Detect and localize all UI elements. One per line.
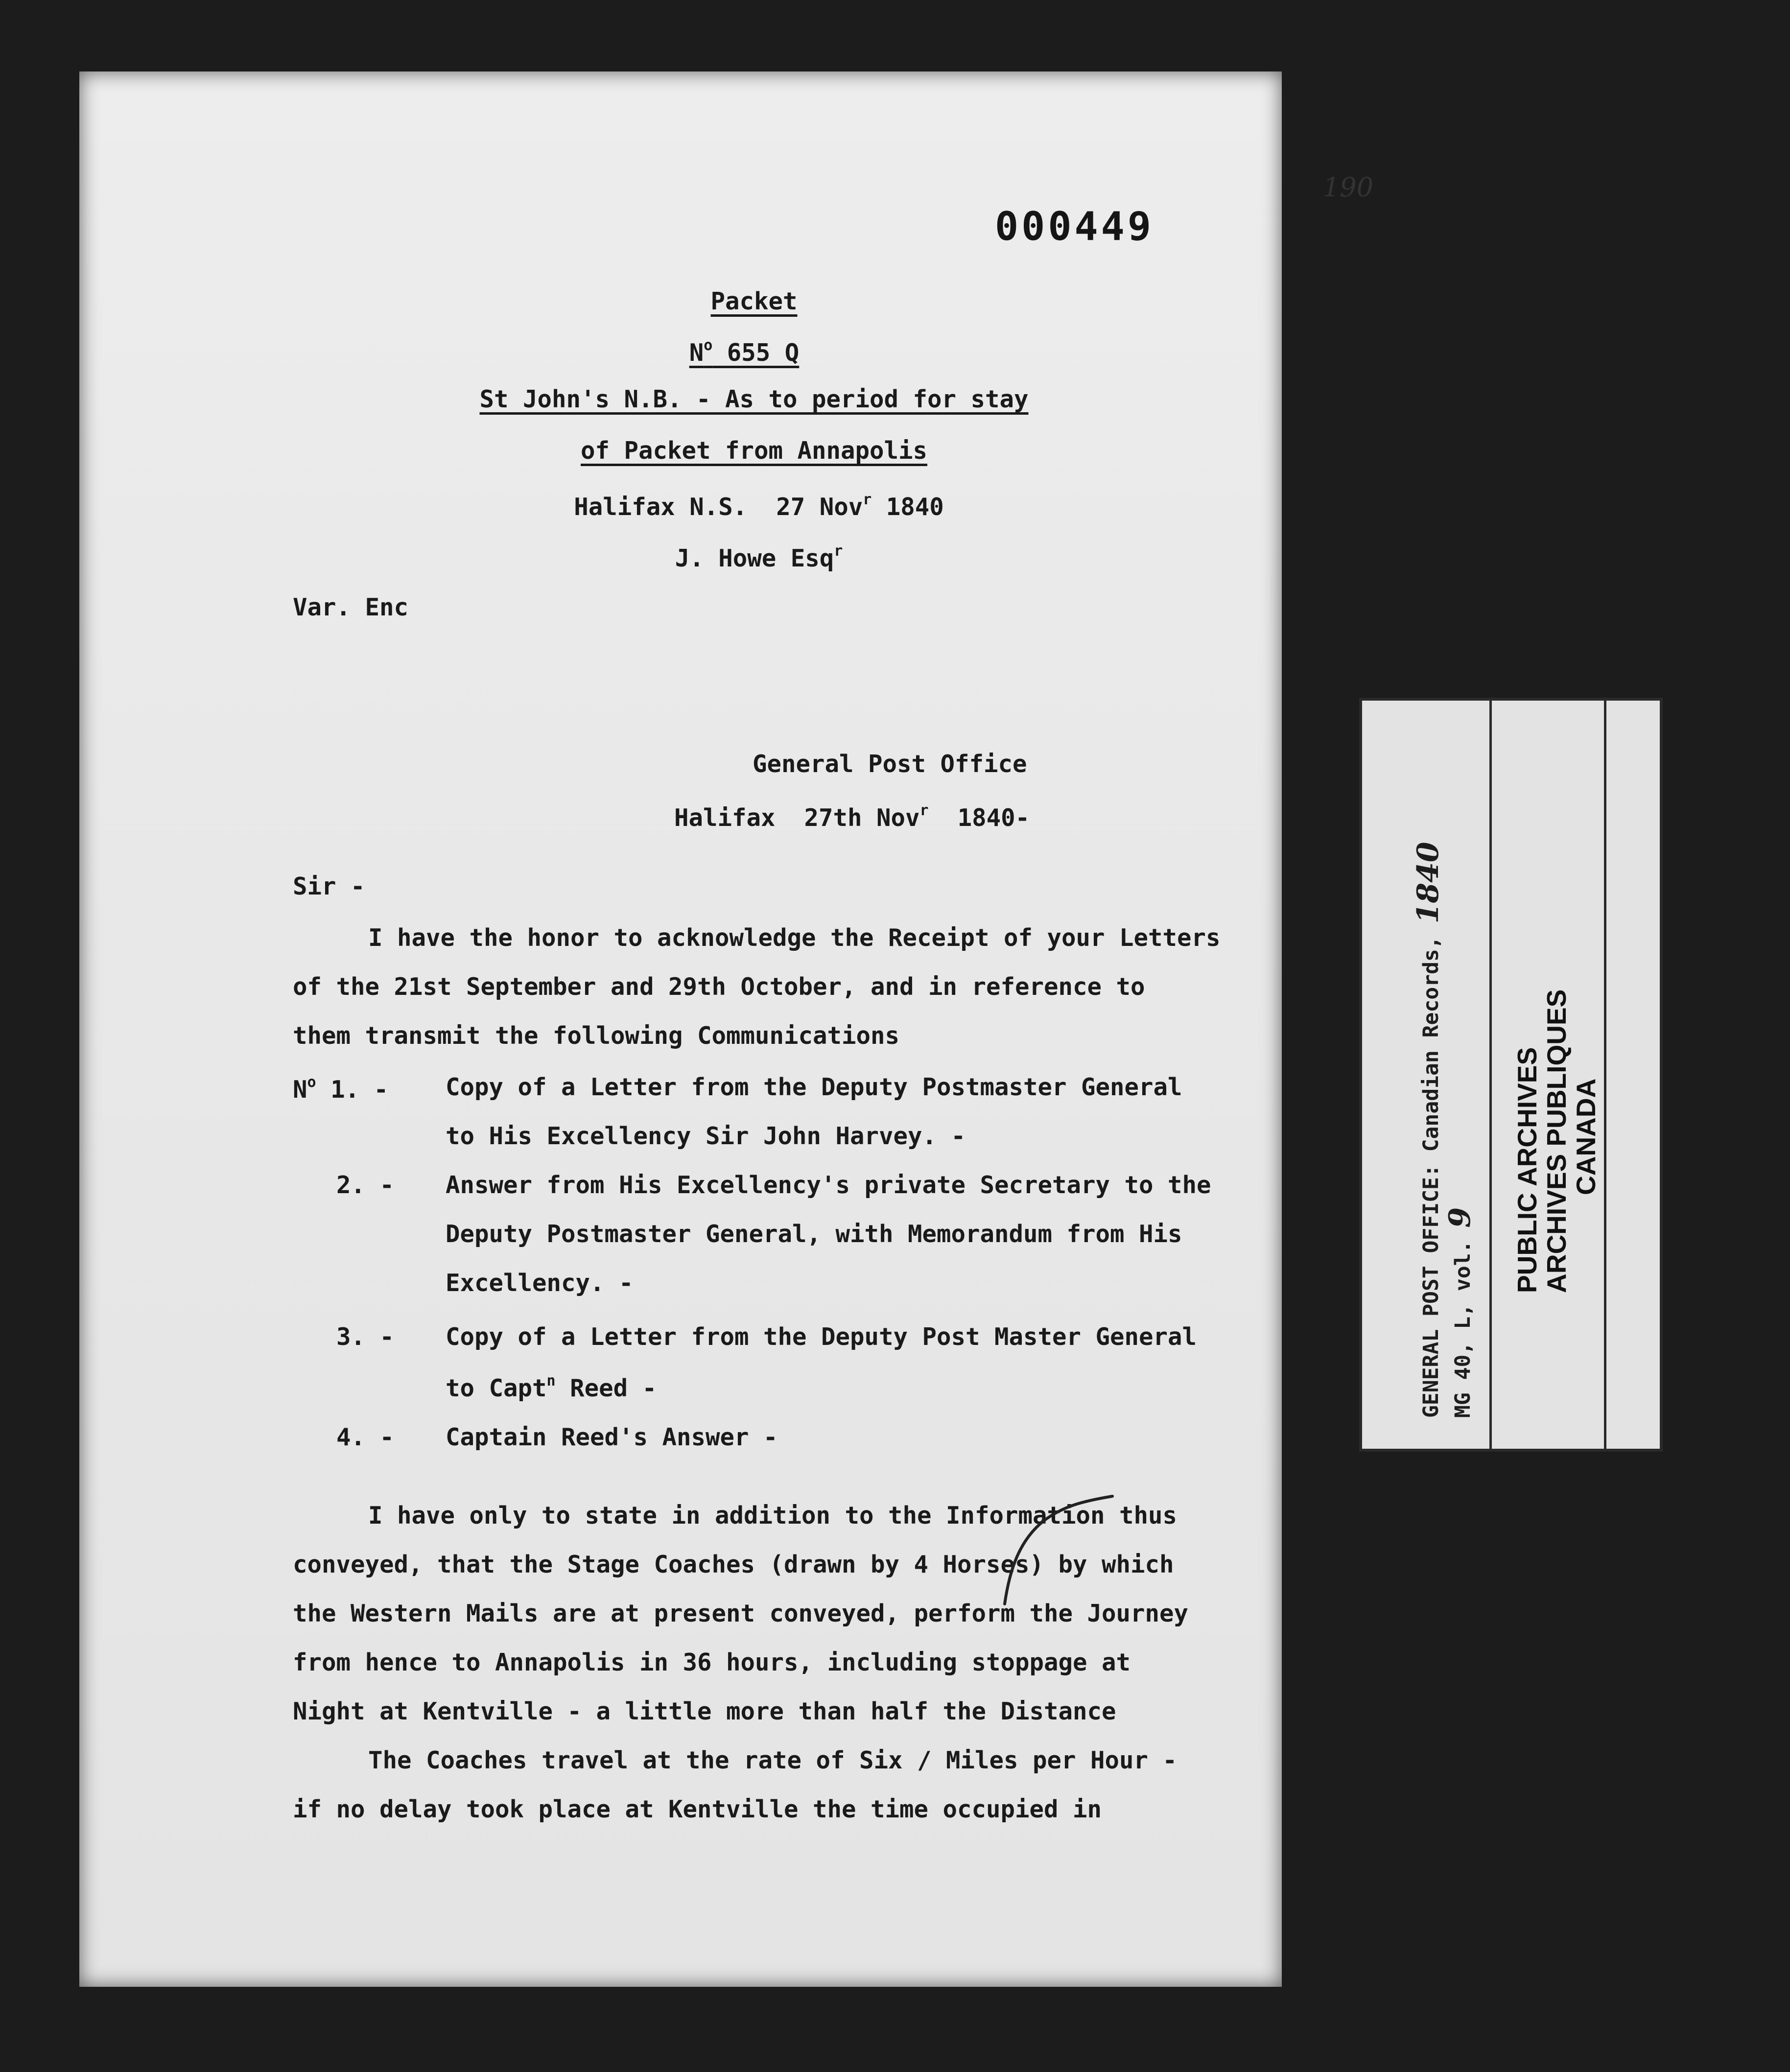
packet-number: $N^o$ 655 Q	[689, 337, 800, 367]
enclosure-number: 4. -	[336, 1423, 395, 1451]
addressee: J. Howe Esq$^r$	[675, 542, 843, 572]
letter-page	[79, 71, 1374, 1987]
body-line: from hence to Annapolis in 36 hours, including stoppage at	[293, 1648, 1131, 1676]
body-line: The Coaches travel at the rate of Six / Miles per Hour -	[368, 1746, 1178, 1774]
enclosure-number: $N^o$ 1. -	[293, 1074, 389, 1104]
card-divider	[1489, 701, 1492, 1449]
letterhead-date: Halifax 27th Nov$^r$ 1840-	[674, 802, 1030, 832]
page-number: 190	[1323, 172, 1374, 203]
packet-heading: Packet	[710, 287, 798, 315]
card-archives-fr: ARCHIVES PUBLIQUES	[1541, 989, 1572, 1293]
enclosure-text: Deputy Postmaster General, with Memorandum from His	[446, 1220, 1182, 1248]
body-line: conveyed, that the Stage Coaches (drawn by 4 Horses) by which	[293, 1551, 1174, 1578]
letterhead-office: General Post Office	[753, 750, 1027, 778]
card-archives-country: CANADA	[1571, 1078, 1601, 1195]
card-divider	[1604, 701, 1606, 1449]
subject-line-1: St John's N.B. - As to period for stay	[479, 385, 1029, 413]
body-line: I have only to state in addition to the Information thus	[368, 1502, 1178, 1530]
enclosure-text: Captain Reed's Answer -	[446, 1423, 778, 1451]
enclosure-number: 3. -	[336, 1323, 395, 1351]
body-line: if no delay took place at Kentville the time occupied in	[293, 1795, 1102, 1823]
card-archives-en: PUBLIC ARCHIVES	[1512, 1047, 1542, 1293]
enclosure-text: Answer from His Excellency's private Secretary to the	[446, 1171, 1211, 1199]
body-line: them transmit the following Communications	[293, 1022, 900, 1050]
body-line: Night at Kentville - a little more than half the Distance	[293, 1697, 1116, 1725]
card-collection-line: GENERAL POST OFFICE: Canadian Records, 1840	[1411, 842, 1445, 1418]
enclosure-text: to His Excellency Sir John Harvey. -	[446, 1122, 966, 1150]
body-line: the Western Mails are at present conveyed, perform the Journey	[293, 1600, 1189, 1627]
salutation: Sir -	[293, 872, 365, 900]
card-volume-line: MG 40, L, vol. 9	[1443, 1207, 1477, 1418]
enclosure-text: Copy of a Letter from the Deputy Postmaster General	[446, 1073, 1182, 1101]
enclosure-number: 2. -	[336, 1171, 395, 1199]
body-line: I have the honor to acknowledge the Receipt of your Letters	[368, 924, 1221, 952]
body-line: of the 21st September and 29th October, and in reference to	[293, 973, 1145, 1001]
enclosure-text: to Capt$^n$ Reed -	[446, 1372, 657, 1402]
document-stamp-number: 000449	[995, 204, 1154, 249]
pen-mark-icon	[1000, 1482, 1127, 1609]
archive-reference-card	[1359, 698, 1663, 1452]
various-enclosures: Var. Enc	[293, 593, 409, 621]
place-and-date: Halifax N.S. 27 Nov$^r$ 1840	[574, 491, 944, 521]
subject-line-2: of Packet from Annapolis	[580, 437, 928, 465]
enclosure-text: Copy of a Letter from the Deputy Post Master General	[446, 1323, 1197, 1351]
enclosure-text: Excellency. -	[446, 1269, 634, 1297]
